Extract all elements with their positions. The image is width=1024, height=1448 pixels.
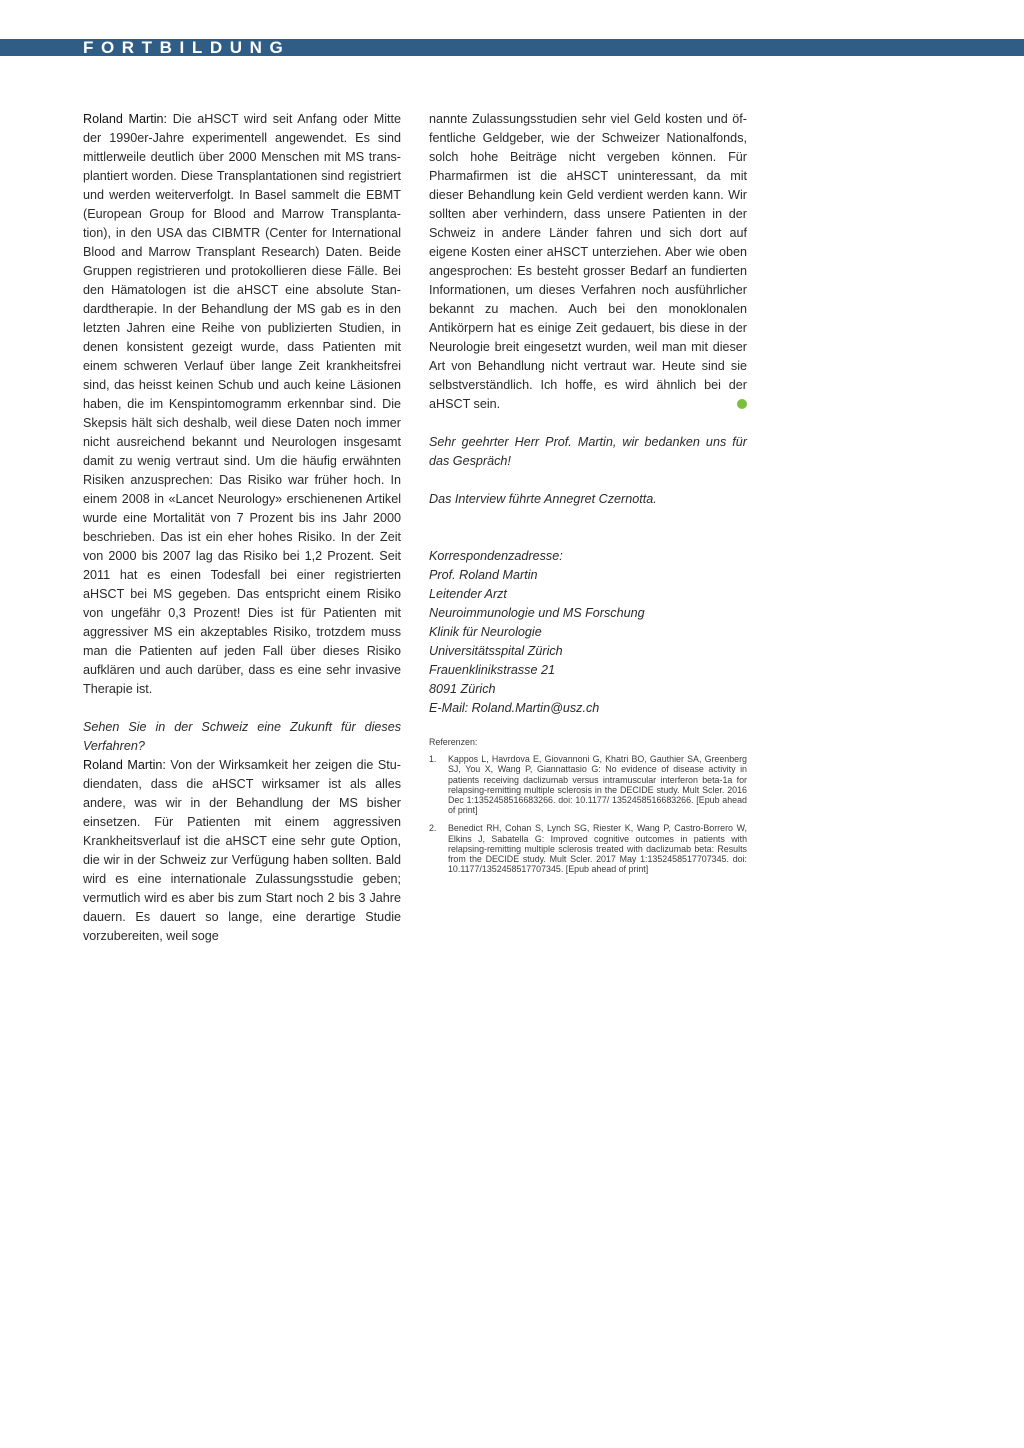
answer-text: Die aHSCT wird seit Anfang oder Mitte der 1990er-Jahre experimentell angewendet. Es sind mittlerweile deutlich über 2000 Menschen mit MS transplantiert worden. Diese Transplantationen sind registriert und werden weiterverfolgt. In Basel sammelt die EBMT (European Group for Blood and Marrow Transplantation), in den USA das CIBMTR (Center for International Blood and Marrow Transplant Research) Daten. Beide Gruppen registrieren und protokollieren diese Fälle. Bei den Hämatologen ist die aHSCT eine absolute Standardtherapie. In der Behandlung der MS gab es in den letzten Jahren eine Reihe von publizierten Studien, in denen konsistent gezeigt wurde, dass Patienten mit einem schweren Verlauf über lange Zeit krankheitsfrei sind, das heisst keinen Schub und auch keine Läsionen haben, die im Kenspintomogramm erkennbar sind. Die Skepsis hält sich deshalb, weil diese Daten noch immer nicht ausreichend bekannt und Neurologen insgesamt damit zu wenig vertraut sind. Um die häufig erwähnten Risiken anzusprechen: Das Risiko war früher hoch. In einem 2008 in «Lancet Neurology» erschienenen Artikel wurde eine Mortalität von 7 Prozent bis ins Jahr 2000 beschrieben. Das ist ein eher hohes Risiko. In der Zeit von 2000 bis 2007 lag das Risiko bei 1,2 Prozent. Seit 2011 hat es einen Todesfall bei einer registrierten aHSCT bei MS gegeben. Das entspricht einem Risiko von ungefähr 0,3 Prozent! Dies ist für Patienten mit aggressiver MS ein akzeptables Risiko, trotzdem muss man die Patienten auf jeden Fall über dieses Risiko aufklären und auch darüber, dass es eine sehr invasive Therapie ist. (83, 112, 401, 696)
reference-text: Benedict RH, Cohan S, Lynch SG, Riester K, Wang P, Castro-Borrero W, Elkins J, Sabatella G: Improved cognitive outcomes in patients with relapsing-remitting multiple sclerosis treated with daclizumab beta: Results from the DECIDE study. Mult Scler. 2017 May 1:1352458517707345. doi: 10.1177/1352458517707345. [Epub ahead of print] (448, 823, 747, 875)
answer-paragraph-2 (83, 756, 401, 946)
article-end-mark (737, 399, 747, 409)
interviewer-credit: Das Interview führte Annegret Czernotta. (429, 492, 657, 506)
answer-text: nannte Zulassungsstudien sehr viel Geld kosten und öffentliche Geldgeber, wie der Schweizer Nationalfonds, solch hohe Beiträge nicht vergeben können. Für Pharmafirmen ist die aHSCT uninteressant, da mit dieser Behandlung kein Geld verdient werden kann. Wir sollten aber verhindern, dass unsere Patienten in der Schweiz in andere Länder fahren und sich dort auf eigene Kosten einer aHSCT unterziehen. Aber wie oben angesprochen: Es besteht grosser Bedarf an fundierten Informationen, um dieses Verfahren noch ausführlicher bekannt zu machen. Auch bei den monoklonalen Antikörpern hat es einige Zeit gedauert, bis diese in der Neurologie breit eingesetzt wurden, weil man mit dieser Art von Behandlung nicht vertraut war. Heute sind sie selbstverständlich. Ich hoffe, es wird ähnlich bei der aHSCT sein. (429, 112, 747, 411)
speaker-label: Roland Martin: (83, 112, 168, 126)
right-column (429, 110, 747, 882)
address-line: Leitender Arzt (429, 587, 507, 601)
left-column (83, 110, 401, 946)
section-title: FORTBILDUNG (83, 38, 291, 57)
speaker-label: Roland Martin: (83, 758, 166, 772)
correspondence-address (429, 547, 747, 718)
interview-question: Sehen Sie in der Schweiz eine Zukunft für dieses Verfahren? (83, 720, 401, 753)
address-line: Neuroimmunologie und MS Forschung (429, 606, 645, 620)
address-line: 8091 Zürich (429, 682, 496, 696)
reference-number: 1. (429, 754, 437, 765)
references-title: Referenzen: (429, 737, 478, 747)
address-line: Prof. Roland Martin (429, 568, 538, 582)
references (429, 737, 747, 874)
reference-item (429, 823, 747, 874)
address-line: Korrespondenzadresse: (429, 549, 563, 563)
thanks-line: Sehr geehrter Herr Prof. Martin, wir bedanken uns für das Gespräch! (429, 435, 747, 468)
address-line: Universitätsspital Zürich (429, 644, 563, 658)
answer-text: Von der Wirksamkeit her zeigen die Studiendaten, dass die aHSCT wirksamer ist als alles andere, was wir in der Behandlung der MS bisher einsetzen. Für Patienten mit einem aggressiven Krankheitsverlauf ist die aHSCT eine sehr gute Option, die wir in der Schweiz zur Verfügung haben sollten. Bald wird es eine internationale Zulassungsstudie geben; vermutlich wird es aber bis zum Start noch 2 bis 3 Jahre dauern. Es dauert so lange, eine derartige Studie vorzubereiten, weil soge (83, 758, 401, 943)
answer-paragraph-1 (83, 110, 401, 699)
answer-continuation (429, 110, 747, 414)
reference-number: 2. (429, 823, 437, 834)
reference-text: Kappos L, Havrdova E, Giovannoni G, Khatri BO, Gauthier SA, Greenberg SJ, You X, Wang P, Giannattasio G: No evidence of disease activity in patients receiving daclizumab versus intramuscular interferon beta-1a for relapsing-remitting multiple sclerosis in the DECIDE study. Mult Scler. 2016 Dec 1:1352458516683266. doi: 10.1177/ 1352458516683266. [Epub ahead of print] (448, 754, 747, 816)
email-line: E-Mail: Roland.Martin@usz.ch (429, 701, 600, 715)
address-line: Klinik für Neurologie (429, 625, 542, 639)
address-line: Frauenklinikstrasse 21 (429, 663, 555, 677)
reference-item (429, 754, 747, 815)
